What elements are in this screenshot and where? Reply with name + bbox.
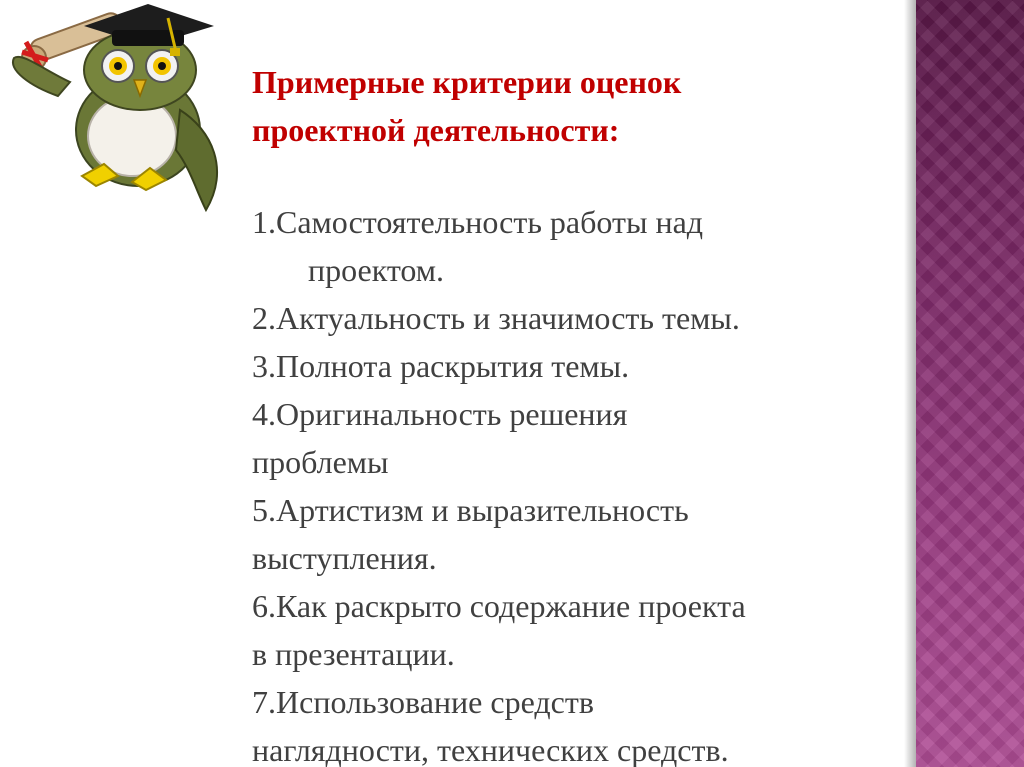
criteria-item-line-2: наглядности, технических средств. [252,732,729,767]
criteria-item-line-2: выступления. [252,540,437,576]
criteria-item [252,198,892,294]
criteria-list [252,198,892,767]
criteria-item-line-1: 6.Как раскрыто содержание проекта [252,588,746,624]
owl-graduate-icon [0,0,240,220]
criteria-item [252,582,892,678]
criteria-item [252,486,892,582]
criteria-item-line-1: 1.Самостоятельность работы над [252,204,704,240]
criteria-item [252,678,892,767]
criteria-item-line-1: 5.Артистизм и выразительность [252,492,689,528]
criteria-item-line-1: 3.Полнота раскрытия темы. [252,348,630,384]
criteria-item-line-1: 4.Оригинальность решения [252,396,628,432]
criteria-item-line-1: 7.Использование средств [252,684,594,720]
criteria-item-line-2: проектом. [308,252,445,288]
slide-title [252,58,852,154]
slide-title-line-1: Примерные критерии оценок [252,64,682,100]
criteria-item-line-1: 2.Актуальность и значимость темы. [252,300,740,336]
criteria-item-line-2: в презентации. [252,636,455,672]
slide-title-line-2: проектной деятельности: [252,112,620,148]
criteria-item [252,294,892,342]
criteria-item [252,342,892,390]
criteria-item [252,390,892,486]
decorative-side-band [916,0,1024,767]
criteria-item-line-2: проблемы [252,444,389,480]
